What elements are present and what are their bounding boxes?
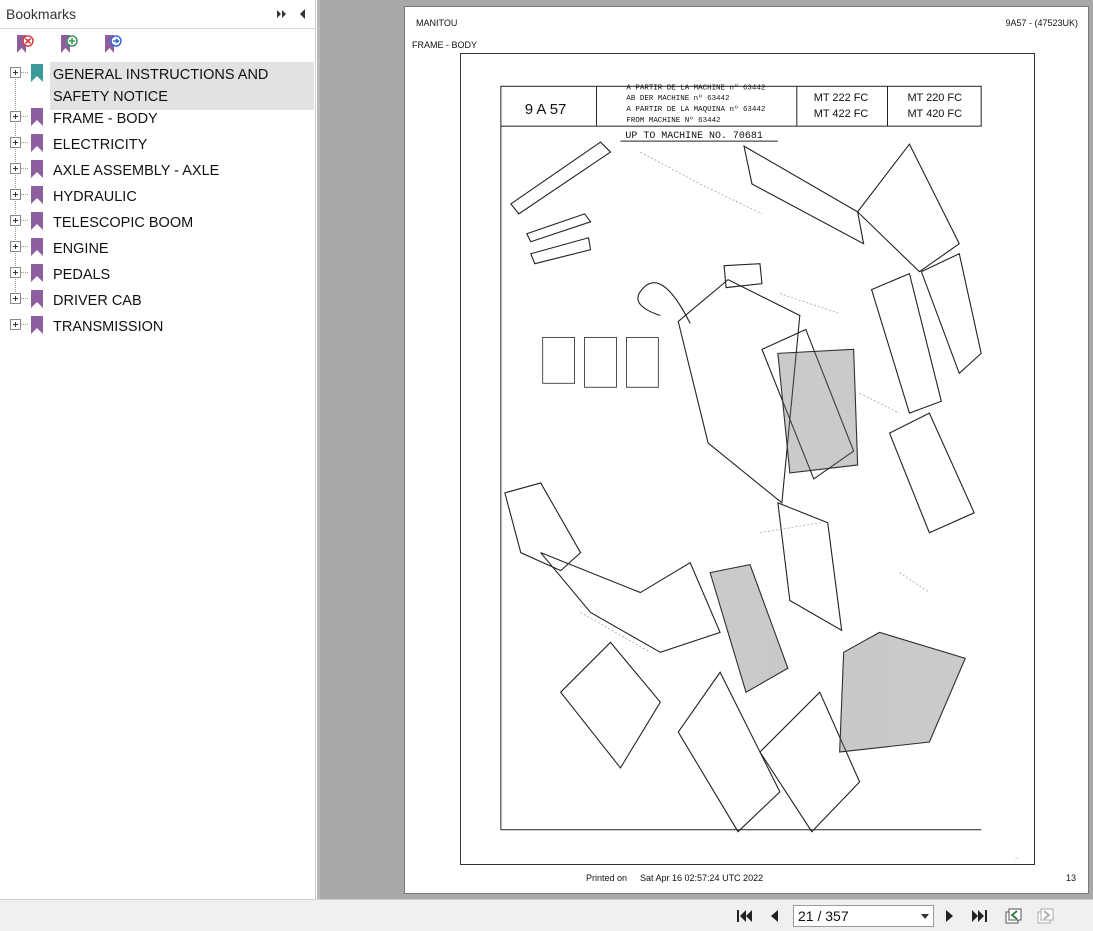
parts-diagram (460, 53, 1035, 865)
bookmark-label: ELECTRICITY (53, 137, 148, 153)
model-right-2: MT 420 FC (907, 108, 963, 121)
expand-icon[interactable] (10, 137, 21, 148)
bookmark-icon (31, 160, 43, 178)
collapse-panel-icon[interactable] (295, 7, 309, 21)
page-section: FRAME - BODY (412, 40, 478, 50)
bookmark-item-general-instructions[interactable] (0, 62, 316, 106)
bookmark-label: AXLE ASSEMBLY - AXLE (53, 163, 220, 179)
bookmark-icon (31, 316, 43, 334)
bookmark-goto-icon[interactable] (100, 33, 124, 57)
page-doc-ref: 9A57 - (47523UK) (1005, 18, 1078, 28)
bookmark-item-telescopic-boom[interactable] (0, 210, 316, 236)
bookmark-add-icon[interactable] (56, 33, 80, 57)
page-number-select[interactable] (793, 905, 934, 927)
expand-icon[interactable] (10, 319, 21, 330)
navigate-back-icon[interactable] (1003, 907, 1023, 925)
up-to-machine: UP TO MACHINE NO. 70681 (625, 130, 763, 142)
bookmarks-header (0, 0, 315, 29)
bookmark-label: ENGINE (53, 241, 109, 257)
bookmark-icon (31, 264, 43, 282)
from-line-2: AB DER MACHINE nº 63442 (626, 95, 730, 104)
bookmark-delete-icon[interactable] (12, 33, 36, 57)
bookmark-item-engine[interactable] (0, 236, 316, 262)
pdf-page (404, 6, 1089, 894)
model-left-1: MT 222 FC (813, 92, 869, 105)
bookmarks-title: Bookmarks (6, 6, 77, 22)
bookmark-label: TRANSMISSION (53, 319, 164, 335)
bookmarks-panel (0, 0, 316, 899)
first-page-icon[interactable] (734, 907, 754, 925)
bookmark-item-electricity[interactable] (0, 132, 316, 158)
expand-panel-icon[interactable] (275, 7, 289, 21)
printed-date: Sat Apr 16 02:57:24 UTC 2022 (640, 873, 764, 883)
navigate-forward-icon[interactable] (1035, 907, 1055, 925)
bookmark-label: HYDRAULIC (53, 189, 137, 205)
page-number-display: 21 / 357 (798, 908, 849, 924)
previous-page-icon[interactable] (764, 907, 784, 925)
expand-icon[interactable] (10, 189, 21, 200)
model-left-2: MT 422 FC (813, 108, 869, 121)
bookmark-item-driver-cab[interactable] (0, 288, 316, 314)
bookmark-icon (31, 108, 43, 126)
bookmarks-toolbar (0, 29, 315, 61)
bookmark-label: PEDALS (53, 267, 111, 283)
page-brand: MANITOU (416, 18, 458, 28)
bookmark-icon (31, 212, 43, 230)
bookmark-label: FRAME - BODY (53, 111, 158, 127)
page-number: 13 (1065, 873, 1076, 883)
document-viewer[interactable] (320, 0, 1093, 899)
expand-icon[interactable] (10, 163, 21, 174)
bookmark-item-hydraulic[interactable] (0, 184, 316, 210)
exploded-view-drawing (461, 54, 1034, 864)
next-page-icon[interactable] (940, 907, 960, 925)
expand-icon[interactable] (10, 267, 21, 278)
bookmark-icon (31, 134, 43, 152)
bookmark-icon (31, 186, 43, 204)
bookmark-label: DRIVER CAB (53, 293, 142, 309)
bookmark-item-frame-body[interactable] (0, 106, 316, 132)
bookmark-label: GENERAL INSTRUCTIONS AND SAFETY NOTICE (50, 62, 314, 110)
from-line-3: A PARTIR DE LA MAQUINA nº 63442 (626, 106, 766, 115)
diagram-code: 9 A 57 (524, 101, 567, 119)
printed-label: Printed on (586, 873, 628, 883)
bookmark-item-transmission[interactable] (0, 314, 316, 340)
bookmark-item-pedals[interactable] (0, 262, 316, 288)
navigation-toolbar (0, 899, 1093, 931)
model-right-1: MT 220 FC (907, 92, 963, 105)
bookmark-item-axle-assembly[interactable] (0, 158, 316, 184)
chevron-down-icon (921, 914, 929, 919)
from-line-4: FROM MACHINE Nº 63442 (626, 117, 721, 126)
expand-icon[interactable] (10, 67, 21, 78)
last-page-icon[interactable] (970, 907, 990, 925)
bookmark-icon (31, 238, 43, 256)
bookmark-tree (0, 62, 316, 340)
expand-icon[interactable] (10, 215, 21, 226)
svg-text:..: .. (1015, 854, 1019, 861)
bookmark-icon (31, 290, 43, 308)
expand-icon[interactable] (10, 293, 21, 304)
expand-icon[interactable] (10, 111, 21, 122)
expand-icon[interactable] (10, 241, 21, 252)
bookmark-selected-icon (31, 64, 43, 82)
bookmark-label: TELESCOPIC BOOM (53, 215, 194, 231)
from-line-1: A PARTIR DE LA MACHINE nº 63442 (626, 84, 766, 93)
